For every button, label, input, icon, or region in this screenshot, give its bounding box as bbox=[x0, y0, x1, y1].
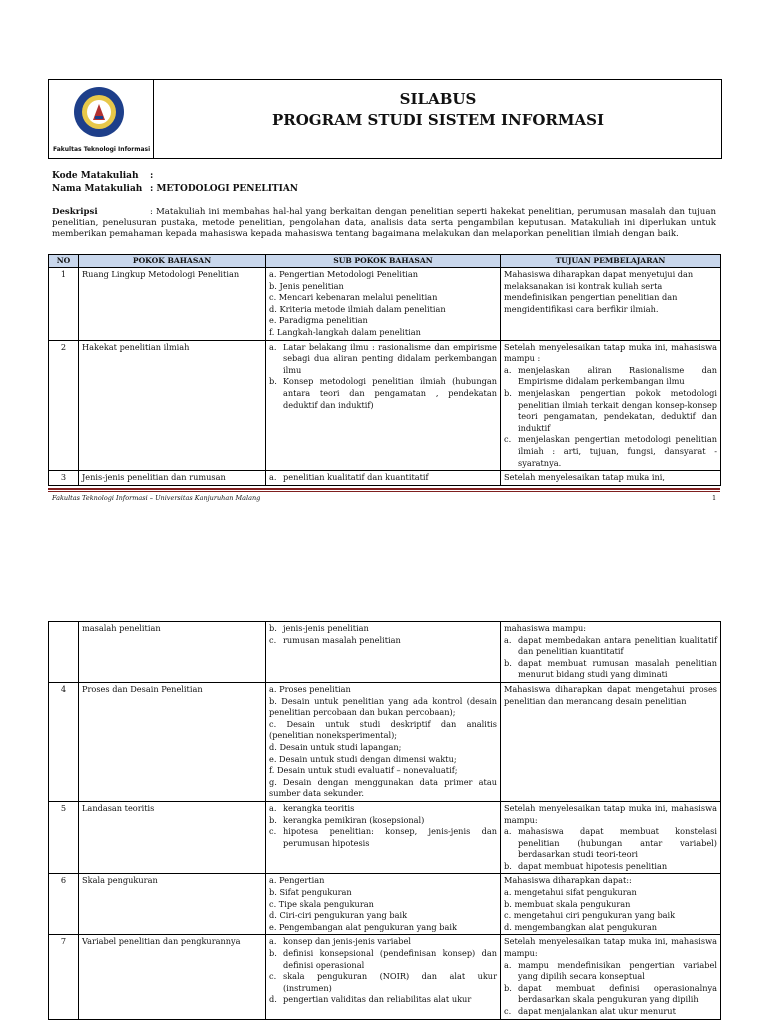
item-text: menjelaskan pengertian metodologi penelitian ilmiah : arti, tujuan, fungsi, dansyarat - syaratnya. bbox=[518, 434, 717, 468]
item-text: definisi konsepsional (pendefinisan konsep) dan definisi operasional bbox=[283, 948, 497, 970]
objective-intro: mahasiswa mampu: bbox=[504, 623, 586, 633]
table-row bbox=[49, 874, 721, 935]
logo-cell bbox=[49, 80, 154, 158]
objective-item bbox=[504, 365, 717, 388]
objective-item bbox=[504, 1006, 717, 1018]
item-marker: a. bbox=[504, 826, 512, 837]
item-marker: d. bbox=[269, 994, 277, 1005]
footer-rule bbox=[48, 488, 720, 490]
item-text: Konsep metodologi penelitian ilmiah (hubungan antara teori dan pengamatan , pendekatan deduktif dan induktif) bbox=[283, 376, 497, 410]
row-topic: Hakekat penelitian ilmiah bbox=[79, 340, 266, 471]
subtopic-item: d. Desain untuk studi lapangan; bbox=[269, 741, 402, 752]
item-text: dapat membuat hipotesis penelitian bbox=[518, 860, 668, 871]
item-marker: a. bbox=[269, 802, 277, 813]
item-text: rumusan masalah penelitian bbox=[283, 634, 401, 645]
faculty-label: Fakultas Teknologi Informasi bbox=[53, 146, 151, 153]
row-topic: Ruang Lingkup Metodologi Penelitian bbox=[79, 268, 266, 341]
objective-intro: Setelah menyelesaikan tatap muka ini, mahasiswa mampu: bbox=[504, 802, 717, 825]
row-objective bbox=[501, 801, 721, 874]
objective-intro: Setelah menyelesaikan tatap muka ini, mahasiswa mampu: bbox=[504, 936, 717, 959]
subtopic-item: c. Tipe skala pengukuran bbox=[269, 898, 374, 909]
objective-item bbox=[504, 635, 717, 658]
syllabus-table-page-1 bbox=[48, 254, 721, 486]
row-objective bbox=[501, 622, 721, 683]
row-number: 7 bbox=[49, 935, 79, 1019]
objective-item: b. membuat skala pengukuran bbox=[504, 898, 631, 909]
subtopic-item: c. Desain untuk studi deskriptif dan analitis (penelitian noneksperimental); bbox=[269, 718, 497, 741]
subtopic-item bbox=[269, 376, 497, 411]
item-text: menjelaskan aliran Rasionalisme dan Empirisme didalam perkembangan ilmu bbox=[518, 364, 717, 387]
description-label: Deskripsi bbox=[52, 207, 98, 217]
course-code-line bbox=[52, 171, 153, 181]
item-marker: a. bbox=[504, 634, 512, 645]
item-marker: c. bbox=[504, 1006, 512, 1016]
footer-text: Fakultas Teknologi Informasi – Universitas Kanjuruhan Malang bbox=[52, 494, 261, 502]
col-header-no: NO bbox=[49, 255, 79, 268]
table-row bbox=[49, 682, 721, 801]
item-text: mahasiswa dapat membuat konstelasi penelitian (hubungan antar variabel) berdasarkan studi teori-teori bbox=[518, 826, 717, 860]
subtopic-item: g. Desain dengan menggunakan data primer atau sumber data sekunder. bbox=[269, 776, 497, 799]
subtopic-item: a. Pengertian bbox=[269, 875, 325, 886]
table-row bbox=[49, 268, 721, 341]
subtopic-item bbox=[269, 623, 497, 635]
item-marker: b. bbox=[269, 948, 277, 959]
subtopic-item: b. Jenis penelitian bbox=[269, 280, 344, 291]
item-text: hipotesa penelitian: konsep, jenis-jenis dan perumusan hipotesis bbox=[283, 826, 497, 848]
item-text: dapat menjalankan alat ukur menurut bbox=[518, 1006, 676, 1016]
item-marker: c. bbox=[269, 971, 277, 982]
row-objective bbox=[501, 935, 721, 1019]
university-logo-icon bbox=[73, 86, 125, 138]
subtopic-item bbox=[269, 803, 497, 815]
item-marker: b. bbox=[504, 982, 512, 993]
row-subtopics bbox=[266, 874, 501, 935]
row-number: 3 bbox=[49, 471, 79, 486]
subtopic-item: f. Langkah-langkah dalam penelitian bbox=[269, 326, 421, 337]
objective-item: d. mengembangkan alat pengukuran bbox=[504, 921, 657, 932]
item-marker: c. bbox=[269, 634, 277, 645]
subtopic-item bbox=[269, 815, 497, 827]
row-topic: Variabel penelitian dan pengkurannya bbox=[79, 935, 266, 1019]
row-topic: masalah penelitian bbox=[79, 622, 266, 683]
item-text: dapat membuat definisi operasionalnya berdasarkan skala pengukuran yang dipilih bbox=[518, 982, 717, 1005]
row-subtopics bbox=[266, 268, 501, 341]
subtopic-item: d. Ciri-ciri pengukuran yang baik bbox=[269, 910, 408, 921]
item-marker: a. bbox=[269, 936, 277, 947]
page-number: 1 bbox=[712, 494, 717, 502]
subtopic-item: b. Desain untuk penelitian yang ada kontrol (desain penelitian percobaan dan bukan percobaan); bbox=[269, 695, 497, 718]
subtopic-item bbox=[269, 994, 497, 1006]
item-text: skala pengukuran (NOIR) dan alat ukur (instrumen) bbox=[283, 971, 497, 993]
syllabus-table-page-2 bbox=[48, 621, 721, 1020]
page-gap bbox=[0, 520, 768, 600]
row-objective bbox=[501, 874, 721, 935]
item-marker: c. bbox=[504, 434, 512, 445]
course-name-label: Nama Matakuliah bbox=[52, 184, 143, 194]
item-marker: b. bbox=[504, 860, 512, 871]
subtopic-item: e. Paradigma penelitian bbox=[269, 315, 368, 326]
program-title: PROGRAM STUDI SISTEM INFORMASI bbox=[272, 111, 604, 129]
row-number: 1 bbox=[49, 268, 79, 341]
row-number bbox=[49, 622, 79, 683]
item-marker: b. bbox=[504, 387, 512, 398]
item-text: dapat membuat rumusan masalah penelitian menurut bidang studi yang diminati bbox=[518, 657, 717, 680]
objective-item bbox=[504, 658, 717, 681]
item-text: dapat membedakan antara penelitian kualitatif dan penelitian kuantitatif bbox=[518, 634, 717, 657]
subtopic-item bbox=[269, 342, 497, 377]
row-topic: Landasan teoritis bbox=[79, 801, 266, 874]
row-subtopics bbox=[266, 340, 501, 471]
item-marker: b. bbox=[269, 376, 277, 387]
objective-item bbox=[504, 861, 717, 873]
subtopic-item bbox=[269, 948, 497, 971]
subtopic-item bbox=[269, 826, 497, 849]
row-objective: Mahasiswa diharapkan dapat menyetujui dan melaksanakan isi kontrak kuliah serta mendefinisikan pengertian penelitian dan mengidentifikasi cara berfikir ilmiah. bbox=[501, 268, 721, 341]
course-description bbox=[52, 207, 716, 241]
objective-item bbox=[504, 960, 717, 983]
item-marker: b. bbox=[504, 657, 512, 668]
subtopic-item: a. Pengertian Metodologi Penelitian bbox=[269, 269, 419, 279]
item-marker: a. bbox=[269, 472, 277, 483]
subtopic-item bbox=[269, 936, 497, 948]
subtopic-item bbox=[269, 472, 497, 484]
subtopic-item: e. Pengembangan alat pengukuran yang baik bbox=[269, 921, 457, 932]
course-name-value: : METODOLOGI PENELITIAN bbox=[150, 184, 299, 194]
footer-rule-thin bbox=[48, 491, 720, 492]
item-marker: b. bbox=[269, 814, 277, 825]
objective-item bbox=[504, 983, 717, 1006]
page-2 bbox=[0, 600, 768, 1024]
row-topic: Proses dan Desain Penelitian bbox=[79, 682, 266, 801]
course-code-value: : bbox=[150, 171, 154, 181]
row-objective: Setelah menyelesaikan tatap muka ini, bbox=[501, 471, 721, 486]
objective-item bbox=[504, 826, 717, 861]
item-text: jenis-jenis penelitian bbox=[283, 623, 369, 633]
row-subtopics bbox=[266, 622, 501, 683]
description-text: : Matakuliah ini membahas hal-hal yang berkaitan dengan penelitian seperti hakekat penelitian, perumusan masalah dan tujuan penelitian, penelusuran pustaka, metode penelitian, pengolahan data, analisis data serta pengambilan keputusan. Matakuliah ini diperlukan untuk memberikan pemahaman kepada mahasiswa kepada mahasiswa tentang bagaimana melakukan dan melaporkan penelitian ilmiah dengan baik. bbox=[52, 207, 716, 240]
row-number: 5 bbox=[49, 801, 79, 874]
row-subtopics bbox=[266, 471, 501, 486]
document-title: SILABUS bbox=[399, 90, 477, 108]
col-header-pokok: POKOK BAHASAN bbox=[79, 255, 266, 268]
row-subtopics bbox=[266, 801, 501, 874]
table-row bbox=[49, 935, 721, 1019]
item-text: penelitian kualitatif dan kuantitatif bbox=[283, 472, 429, 483]
subtopic-item bbox=[269, 971, 497, 994]
item-text: menjelaskan pengertian pokok metodologi penelitian ilmiah terkait dengan konsep-konsep teori pengamatan, pendekatan, deduktif dan induktif bbox=[518, 387, 717, 433]
row-subtopics bbox=[266, 682, 501, 801]
table-row bbox=[49, 471, 721, 486]
row-number: 6 bbox=[49, 874, 79, 935]
item-text: pengertian validitas dan reliabilitas alat ukur bbox=[283, 994, 472, 1005]
objective-intro: Setelah menyelesaikan tatap muka ini, mahasiswa mampu : bbox=[504, 341, 717, 364]
item-marker: a. bbox=[504, 364, 512, 375]
table-row bbox=[49, 801, 721, 874]
table-header-row bbox=[49, 255, 721, 268]
subtopic-item: f. Desain untuk studi evaluatif – nonevaluatif; bbox=[269, 765, 458, 776]
subtopic-item bbox=[269, 635, 497, 647]
objective-intro: Mahasiswa diharapkan dapat:: bbox=[504, 875, 632, 886]
item-marker: a. bbox=[269, 341, 277, 352]
item-text: konsep dan jenis-jenis variabel bbox=[283, 936, 412, 947]
row-objective bbox=[501, 340, 721, 471]
item-text: kerangka pemikiran (kosepsional) bbox=[283, 814, 425, 825]
row-subtopics bbox=[266, 935, 501, 1019]
item-marker: c. bbox=[269, 826, 277, 837]
course-code-label: Kode Matakuliah bbox=[52, 171, 139, 181]
course-name-line bbox=[52, 184, 298, 194]
subtopic-item: e. Desain untuk studi dengan dimensi waktu; bbox=[269, 753, 457, 764]
item-marker: a. bbox=[504, 959, 512, 970]
subtopic-item: c. Mencari kebenaran melalui penelitian bbox=[269, 292, 438, 303]
item-text: kerangka teoritis bbox=[283, 802, 355, 813]
subtopic-item: d. Kriteria metode ilmiah dalam penelitian bbox=[269, 303, 446, 314]
item-marker: b. bbox=[269, 623, 277, 633]
objective-item: a. mengetahui sifat pengukuran bbox=[504, 887, 637, 898]
subtopic-item: b. Sifat pengukuran bbox=[269, 887, 352, 898]
objective-item bbox=[504, 388, 717, 434]
table-row bbox=[49, 340, 721, 471]
row-topic: Jenis-jenis penelitian dan rumusan bbox=[79, 471, 266, 486]
objective-item: c. mengetahui ciri pengukuran yang baik bbox=[504, 910, 676, 921]
row-number: 4 bbox=[49, 682, 79, 801]
subtopic-item: a. Proses penelitian bbox=[269, 683, 351, 694]
table-row bbox=[49, 622, 721, 683]
header-box bbox=[48, 79, 722, 159]
item-text: mampu mendefinisikan pengertian variabel yang dipilih secara konseptual bbox=[518, 959, 717, 982]
objective-item bbox=[504, 434, 717, 469]
col-header-tujuan: TUJUAN PEMBELAJARAN bbox=[501, 255, 721, 268]
row-topic: Skala pengukuran bbox=[79, 874, 266, 935]
col-header-sub: SUB POKOK BAHASAN bbox=[266, 255, 501, 268]
item-text: Latar belakang ilmu : rasionalisme dan empirisme sebagi dua aliran penting didalam perkembangan ilmu bbox=[283, 341, 497, 375]
row-number: 2 bbox=[49, 340, 79, 471]
row-objective: Mahasiswa diharapkan dapat mengetahui proses penelitian dan merancang desain penelitian bbox=[501, 682, 721, 801]
